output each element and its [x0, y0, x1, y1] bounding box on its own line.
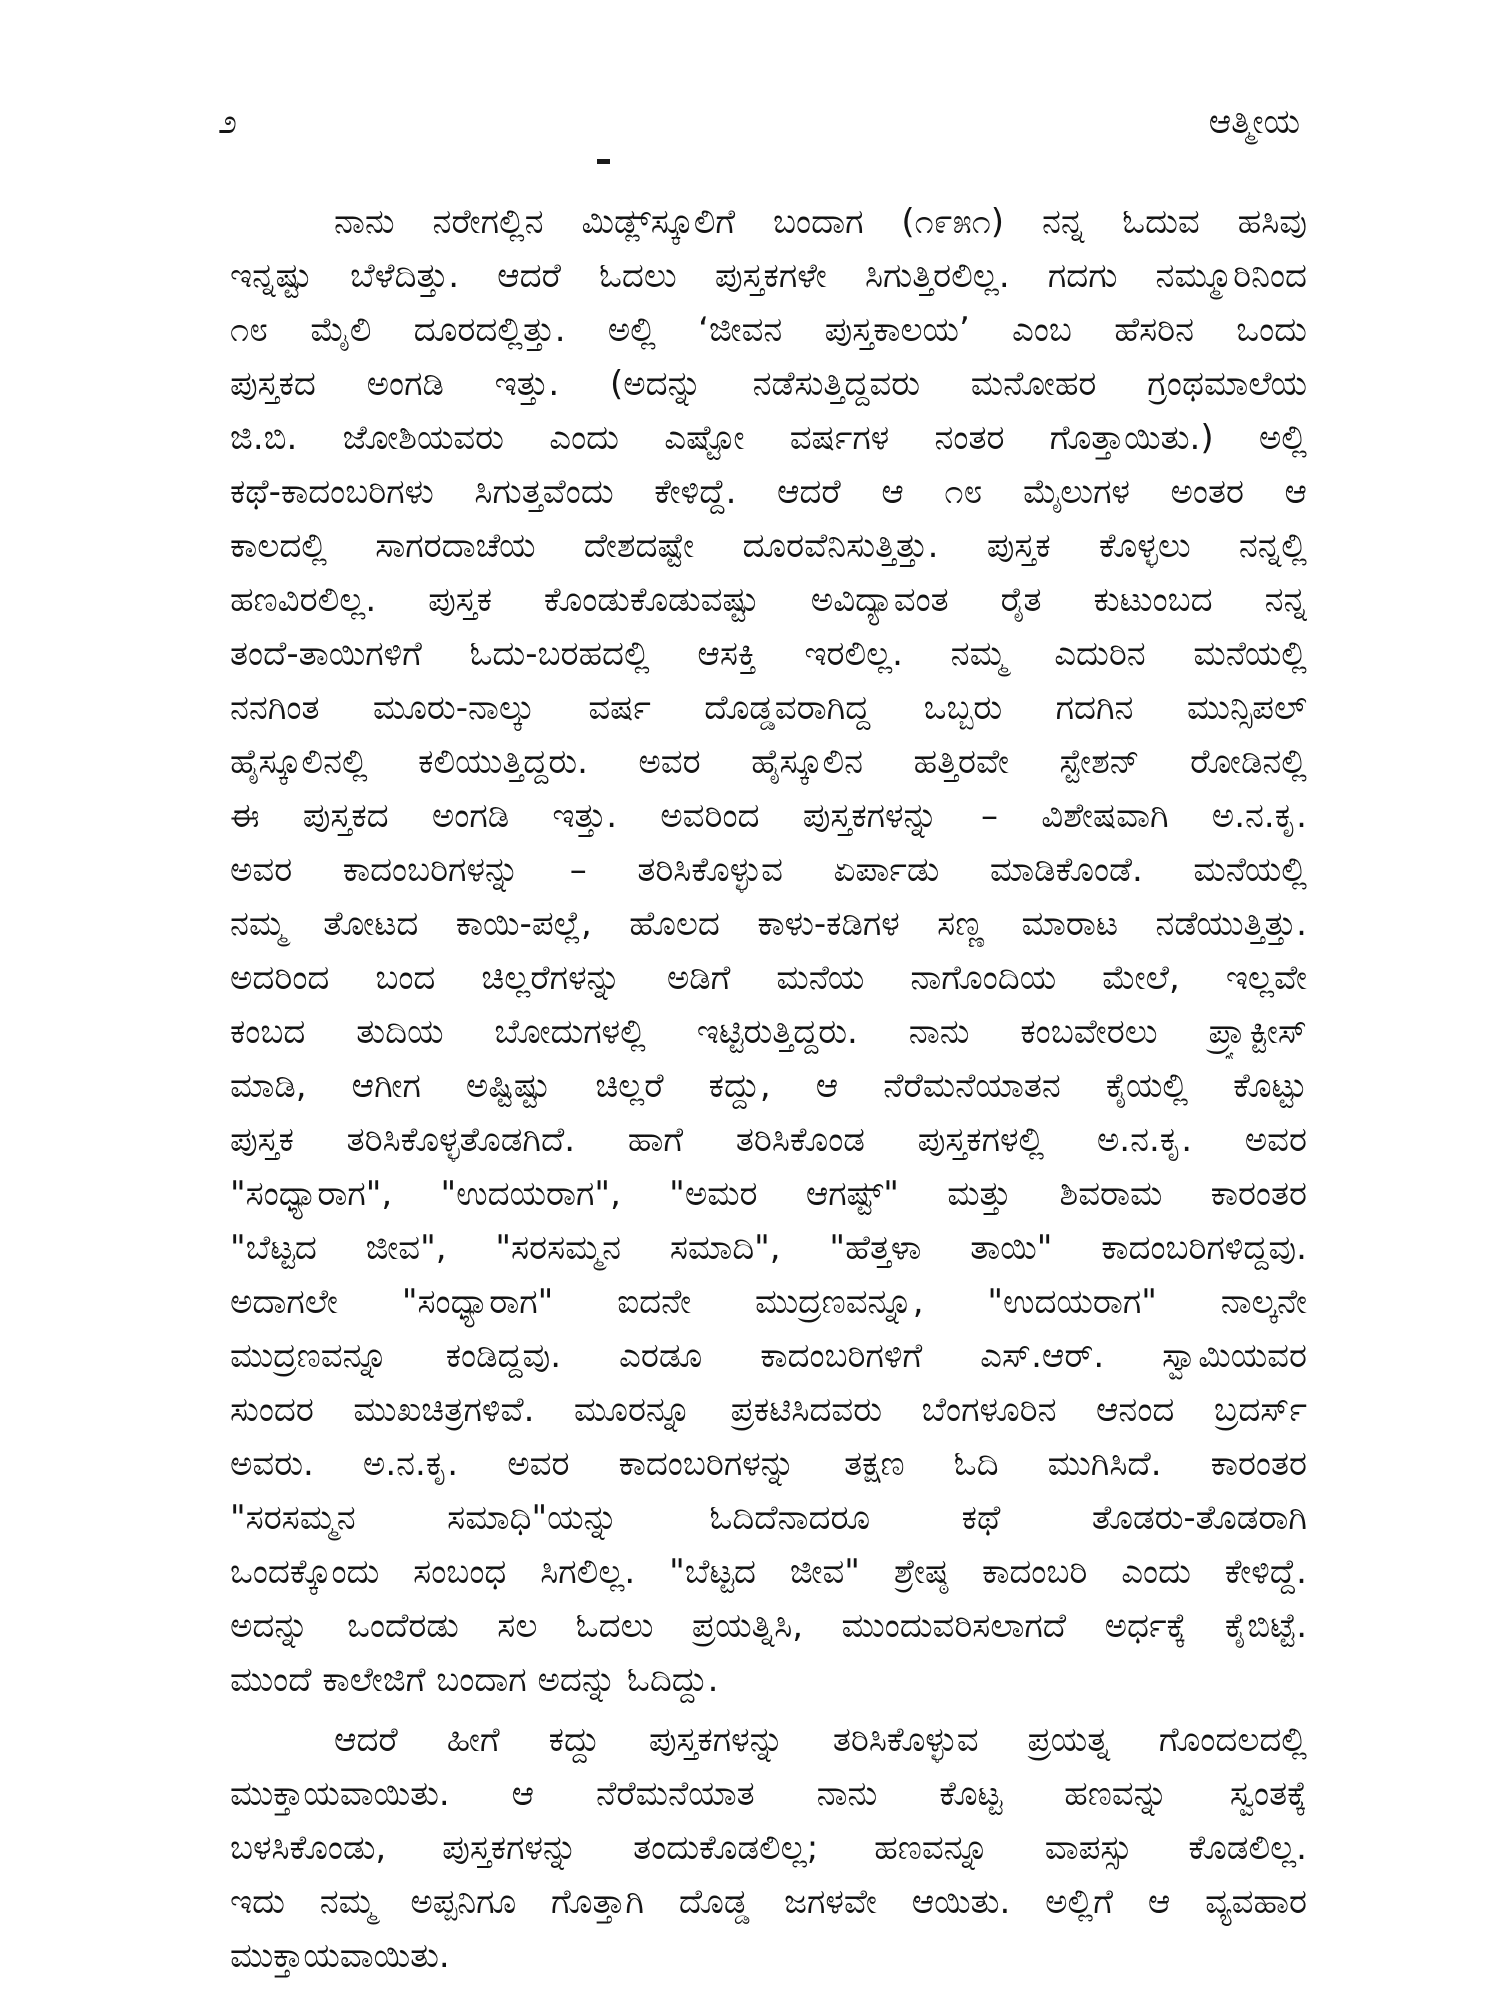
text-line: ನಾನು ನರೇಗಲ್ಲಿನ ಮಿಡ್ಲ್‌ಸ್ಕೂಲಿಗೆ ಬಂದಾಗ (೧೯೫೧) ನನ್ನ ಓದುವ ಹಸಿವು [334, 202, 1307, 242]
scan-mark [597, 159, 610, 164]
text-line: ಮಾಡಿ, ಆಗೀಗ ಅಷ್ಟಿಷ್ಟು ಚಿಲ್ಲರೆ ಕದ್ದು, ಆ ನೆರೆಮನೆಯಾತನ ಕೈಯಲ್ಲಿ ಕೊಟ್ಟು [230, 1066, 1307, 1106]
text-line: ಜಿ.ಬಿ. ಜೋಶಿಯವರು ಎಂದು ಎಷ್ಟೋ ವರ್ಷಗಳ ನಂತರ ಗೊತ್ತಾಯಿತು.) ಅಲ್ಲಿ [230, 418, 1307, 458]
text-line: ನಮ್ಮ ತೋಟದ ಕಾಯಿ-ಪಲ್ಲೆ, ಹೊಲದ ಕಾಳು-ಕಡಿಗಳ ಸಣ್ಣ ಮಾರಾಟ ನಡೆಯುತ್ತಿತ್ತು. [230, 904, 1307, 944]
text-line: ಮುಕ್ತಾಯವಾಯಿತು. [230, 1936, 450, 1976]
text-line: ತಂದೆ-ತಾಯಿಗಳಿಗೆ ಓದು-ಬರಹದಲ್ಲಿ ಆಸಕ್ತಿ ಇರಲಿಲ್ಲ. ನಮ್ಮ ಎದುರಿನ ಮನೆಯಲ್ಲಿ [230, 634, 1307, 674]
text-line: ಹಣವಿರಲಿಲ್ಲ. ಪುಸ್ತಕ ಕೊಂಡುಕೊಡುವಷ್ಟು ಅವಿದ್ಯಾವಂತ ರೈತ ಕುಟುಂಬದ ನನ್ನ [230, 580, 1307, 620]
body-text [230, 195, 1307, 1983]
text-line: ಮುದ್ರಣವನ್ನೂ ಕಂಡಿದ್ದವು. ಎರಡೂ ಕಾದಂಬರಿಗಳಿಗೆ ಎಸ್.ಆರ್. ಸ್ವಾಮಿಯವರ [230, 1336, 1307, 1376]
text-line: ಇದು ನಮ್ಮ ಅಪ್ಪನಿಗೂ ಗೊತ್ತಾಗಿ ದೊಡ್ಡ ಜಗಳವೇ ಆಯಿತು. ಅಲ್ಲಿಗೆ ಆ ವ್ಯವಹಾರ [230, 1882, 1307, 1922]
text-line: ಸುಂದರ ಮುಖಚಿತ್ರಗಳಿವೆ. ಮೂರನ್ನೂ ಪ್ರಕಟಿಸಿದವರು ಬೆಂಗಳೂರಿನ ಆನಂದ ಬ್ರದರ್ಸ್ [230, 1390, 1307, 1430]
text-line: ಇನ್ನಷ್ಟು ಬೆಳೆದಿತ್ತು. ಆದರೆ ಓದಲು ಪುಸ್ತಕಗಳೇ ಸಿಗುತ್ತಿರಲಿಲ್ಲ. ಗದಗು ನಮ್ಮೂರಿನಿಂದ [230, 256, 1307, 296]
text-line: ಈ ಪುಸ್ತಕದ ಅಂಗಡಿ ಇತ್ತು. ಅವರಿಂದ ಪುಸ್ತಕಗಳನ್ನು – ವಿಶೇಷವಾಗಿ ಅ.ನ.ಕೃ. [230, 796, 1307, 836]
text-line: "ಬೆಟ್ಟದ ಜೀವ", "ಸರಸಮ್ಮನ ಸಮಾದಿ", "ಹೆತ್ತಳಾ ತಾಯಿ" ಕಾದಂಬರಿಗಳಿದ್ದವು. [230, 1228, 1307, 1268]
text-line: ಕಥೆ-ಕಾದಂಬರಿಗಳು ಸಿಗುತ್ತವೆಂದು ಕೇಳಿದ್ದೆ. ಆದರೆ ಆ ೧೮ ಮೈಲುಗಳ ಅಂತರ ಆ [230, 472, 1307, 512]
text-line: ಅದರಿಂದ ಬಂದ ಚಿಲ್ಲರೆಗಳನ್ನು ಅಡಿಗೆ ಮನೆಯ ನಾಗೊಂದಿಯ ಮೇಲೆ, ಇಲ್ಲವೇ [230, 958, 1307, 998]
text-line: ಕಂಬದ ತುದಿಯ ಬೋದುಗಳಲ್ಲಿ ಇಟ್ಟಿರುತ್ತಿದ್ದರು. ನಾನು ಕಂಬವೇರಲು ಪ್ರ್ಯಾಕ್ಟೀಸ್ [230, 1012, 1307, 1052]
text-line: ಅವರು. ಅ.ನ.ಕೃ. ಅವರ ಕಾದಂಬರಿಗಳನ್ನು ತಕ್ಷಣ ಓದಿ ಮುಗಿಸಿದೆ. ಕಾರಂತರ [230, 1444, 1307, 1484]
text-line: ಪುಸ್ತಕ ತರಿಸಿಕೊಳ್ಳತೊಡಗಿದೆ. ಹಾಗೆ ತರಿಸಿಕೊಂಡ ಪುಸ್ತಕಗಳಲ್ಲಿ ಅ.ನ.ಕೃ. ಅವರ [230, 1120, 1307, 1160]
text-line: ಅದಾಗಲೇ "ಸಂಧ್ಯಾರಾಗ" ಐದನೇ ಮುದ್ರಣವನ್ನೂ, "ಉದಯರಾಗ" ನಾಲ್ಕನೇ [230, 1282, 1307, 1322]
text-line: "ಸರಸಮ್ಮನ ಸಮಾಧಿ"ಯನ್ನು ಓದಿದೆನಾದರೂ ಕಥೆ ತೊಡರು-ತೊಡರಾಗಿ [230, 1498, 1307, 1538]
text-line: ಅದನ್ನು ಒಂದೆರಡು ಸಲ ಓದಲು ಪ್ರಯತ್ನಿಸಿ, ಮುಂದುವರಿಸಲಾಗದೆ ಅರ್ಧಕ್ಕೆ ಕೈಬಿಟ್ಟೆ. [230, 1606, 1307, 1646]
text-line: ಮುಕ್ತಾಯವಾಯಿತು. ಆ ನೆರೆಮನೆಯಾತ ನಾನು ಕೊಟ್ಟ ಹಣವನ್ನು ಸ್ವಂತಕ್ಕೆ [230, 1774, 1307, 1814]
text-line: ಆದರೆ ಹೀಗೆ ಕದ್ದು ಪುಸ್ತಕಗಳನ್ನು ತರಿಸಿಕೊಳ್ಳುವ ಪ್ರಯತ್ನ ಗೊಂದಲದಲ್ಲಿ [334, 1720, 1307, 1760]
text-line: "ಸಂಧ್ಯಾರಾಗ", "ಉದಯರಾಗ", "ಅಮರ ಆಗಷ್ಟ್" ಮತ್ತು ಶಿವರಾಮ ಕಾರಂತರ [230, 1174, 1307, 1214]
text-line: ಪುಸ್ತಕದ ಅಂಗಡಿ ಇತ್ತು. (ಅದನ್ನು ನಡೆಸುತ್ತಿದ್ದವರು ಮನೋಹರ ಗ್ರಂಥಮಾಲೆಯ [230, 364, 1307, 404]
text-line: ಹೈಸ್ಕೂಲಿನಲ್ಲಿ ಕಲಿಯುತ್ತಿದ್ದರು. ಅವರ ಹೈಸ್ಕೂಲಿನ ಹತ್ತಿರವೇ ಸ್ಟೇಶನ್ ರೋಡಿನಲ್ಲಿ [230, 742, 1307, 782]
text-line: ೧೮ ಮೈಲಿ ದೂರದಲ್ಲಿತ್ತು. ಅಲ್ಲಿ ‘ಜೀವನ ಪುಸ್ತಕಾಲಯ’ ಎಂಬ ಹೆಸರಿನ ಒಂದು [230, 310, 1307, 350]
text-line: ಕಾಲದಲ್ಲಿ ಸಾಗರದಾಚೆಯ ದೇಶದಷ್ಟೇ ದೂರವೆನಿಸುತ್ತಿತ್ತು. ಪುಸ್ತಕ ಕೊಳ್ಳಲು ನನ್ನಲ್ಲಿ [230, 526, 1307, 566]
text-line: ಒಂದಕ್ಕೊಂದು ಸಂಬಂಧ ಸಿಗಲಿಲ್ಲ. "ಬೆಟ್ಟದ ಜೀವ" ಶ್ರೇಷ್ಠ ಕಾದಂಬರಿ ಎಂದು ಕೇಳಿದ್ದೆ. [230, 1552, 1307, 1592]
text-line: ನನಗಿಂತ ಮೂರು-ನಾಲ್ಕು ವರ್ಷ ದೊಡ್ಡವರಾಗಿದ್ದ ಒಬ್ಬರು ಗದಗಿನ ಮುನ್ಸಿಪಲ್ [230, 688, 1307, 728]
paragraph [230, 195, 1307, 1707]
running-title: ಆತ್ಮೀಯ [1208, 102, 1300, 142]
text-line: ಬಳಸಿಕೊಂಡು, ಪುಸ್ತಕಗಳನ್ನು ತಂದುಕೊಡಲಿಲ್ಲ; ಹಣವನ್ನೂ ವಾಪಸ್ಸು ಕೊಡಲಿಲ್ಲ. [230, 1828, 1307, 1868]
text-line: ಮುಂದೆ ಕಾಲೇಜಿಗೆ ಬಂದಾಗ ಅದನ್ನು ಓದಿದ್ದು. [230, 1660, 719, 1700]
page-number: ೨ [218, 102, 238, 142]
text-line: ಅವರ ಕಾದಂಬರಿಗಳನ್ನು – ತರಿಸಿಕೊಳ್ಳುವ ಏರ್ಪಾಡು ಮಾಡಿಕೊಂಡೆ. ಮನೆಯಲ್ಲಿ [230, 850, 1307, 890]
paragraph [230, 1713, 1307, 1983]
